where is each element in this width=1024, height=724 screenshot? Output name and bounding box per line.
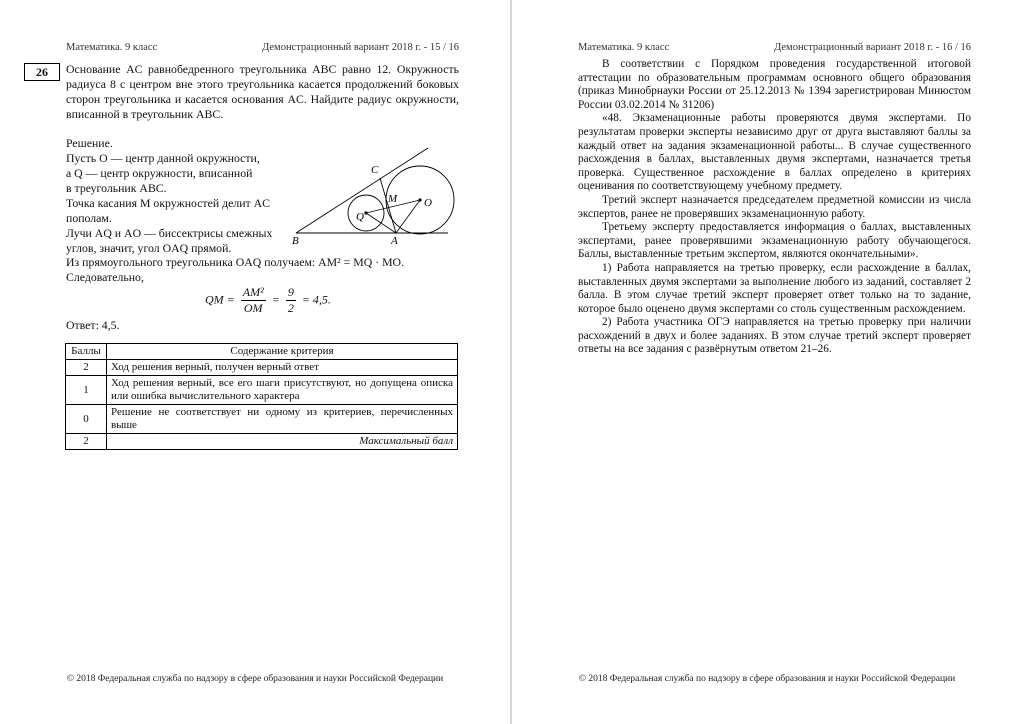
solution-line: Решение. <box>66 136 113 150</box>
row-score: 2 <box>66 360 107 376</box>
label-o: O <box>424 197 432 209</box>
table-row <box>66 376 458 405</box>
row-text: Максимальный балл <box>107 434 458 450</box>
solution-line: Точка касания M окружностей делит AC <box>66 196 271 210</box>
label-m: M <box>388 193 398 205</box>
fraction-denominator: 2 <box>287 301 294 315</box>
answer: Ответ: 4,5. <box>66 318 120 332</box>
left-header <box>66 42 459 53</box>
fraction-numerator: AM² <box>242 285 264 299</box>
left-header-variant: Демонстрационный вариант 2018 г. - 15 / 16 <box>262 42 459 53</box>
solution-line: Пусть O — центр данной окружности, <box>66 151 260 165</box>
header-criterion: Содержание критерия <box>107 344 458 360</box>
right-header <box>578 42 971 53</box>
left-footer: © 2018 Федеральная служба по надзору в сфере образования и науки Российской Федерации <box>66 674 444 684</box>
task-number: 26 <box>24 63 60 81</box>
right-header-subject: Математика. 9 класс <box>578 42 670 53</box>
paragraph: 2) Работа участника ОГЭ направляется на третью проверку при наличии расхождений в двух и более заданиях. В этом случае третий эксперт проверяет ответы на все задания с развёрнутым ответом 21–26. <box>578 316 971 356</box>
formula <box>205 285 331 316</box>
label-c: C <box>371 164 379 176</box>
solution-text <box>66 136 281 256</box>
paragraph: 1) Работа направляется на третью проверку, если расхождение в баллах, выставленных двумя экспертами за выполнение любого из заданий, составляет 2 балла. В этом случае третий эксперт проверяет ответ только на то задание, которое было оценено двумя экспертами со столь существенным расхождением. <box>578 261 971 315</box>
paragraph: Третий эксперт назначается председателем предметной комиссии из числа экспертов, ранее не проверявших экзаменационную работу. <box>578 193 971 220</box>
right-header-variant: Демонстрационный вариант 2018 г. - 16 / 16 <box>774 42 971 53</box>
label-q: Q <box>356 211 364 223</box>
left-page <box>0 0 510 724</box>
header-score: Баллы <box>66 344 107 360</box>
task-text: Основание AC равнобедренного треугольника ABC равно 12. Окружность радиуса 8 с центром вне этого треугольника касается продолжений боковых сторон треугольника и касается основания AC. Найдите радиус окружности, вписанной в треугольник ABC. <box>66 62 459 121</box>
right-page <box>512 0 1022 724</box>
row-score: 0 <box>66 405 107 434</box>
paragraph: «48. Экзаменационные работы проверяются двумя экспертами. По результатам проверки эксперты независимо друг от друга выставляют баллы за каждый ответ на задания экзаменационной работы... В случае существенного расхождения в баллах, выставленных двумя экспертами, назначается третья проверка. Существенное расхождение в баллах определено в критериях оценивания по соответствующему учебному предмету. <box>578 112 971 193</box>
formula-eq: = <box>271 292 280 307</box>
label-a: A <box>391 235 398 245</box>
solution-line: пополам. <box>66 211 112 225</box>
row-text: Ход решения верный, все его шаги присутствуют, но допущена описка или ошибка вычислительного характера <box>107 376 458 405</box>
from-triangle-line: Из прямоугольного треугольника OAQ получаем: AM² = MQ · MO. <box>66 255 405 269</box>
formula-fraction-1 <box>241 285 266 316</box>
label-b: B <box>292 235 299 245</box>
right-body <box>578 58 971 357</box>
point-q <box>364 211 367 214</box>
row-score: 2 <box>66 434 107 450</box>
solution-line: в треугольник ABC. <box>66 181 167 195</box>
row-text: Решение не соответствует ни одному из критериев, перечисленных выше <box>107 405 458 434</box>
fraction-denominator: OM <box>243 301 263 315</box>
geometry-diagram <box>288 140 458 245</box>
solution-line: Лучи AQ и AO — биссектрисы смежных <box>66 226 273 240</box>
left-header-subject: Математика. 9 класс <box>66 42 158 53</box>
row-text: Ход решения верный, получен верный ответ <box>107 360 458 376</box>
right-footer: © 2018 Федеральная служба по надзору в сфере образования и науки Российской Федерации <box>578 674 956 684</box>
solution-line: а Q — центр окружности, вписанной <box>66 166 253 180</box>
formula-result: = 4,5. <box>301 292 331 307</box>
paragraph: В соответствии с Порядком проведения государственной итоговой аттестации по образовательным программам основного общего образования (приказ Минобрнауки России от 25.12.2013 № 1394 зарегистрирован Минюстом России 03.02.2014 № 31206) <box>578 58 971 111</box>
table-row <box>66 360 458 376</box>
table-row <box>66 405 458 434</box>
criteria-table <box>65 343 458 450</box>
fraction-numerator: 9 <box>287 285 294 299</box>
paragraph: Третьему эксперту предоставляется информация о баллах, выставленных экспертами, ранее проверявшими экзаменационную работу обучающегося. Баллы, выставленные третьим экспертом, являются окончательными». <box>578 221 971 261</box>
row-score: 1 <box>66 376 107 405</box>
solution-line: углов, значит, угол OAQ прямой. <box>66 241 232 255</box>
table-row <box>66 434 458 450</box>
table-header-row <box>66 344 458 360</box>
therefore-line: Следовательно, <box>66 270 144 284</box>
point-o <box>418 198 421 201</box>
formula-fraction-2 <box>286 285 296 316</box>
formula-lhs: QM = <box>205 292 235 307</box>
